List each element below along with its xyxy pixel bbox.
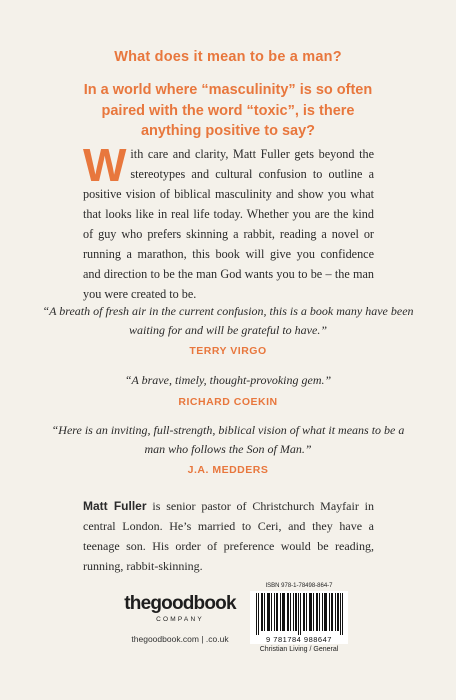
endorsement-author-2: RICHARD COEKIN — [178, 396, 278, 408]
blurb-text: ith care and clarity, Matt Fuller gets beyond the stereotypes and cultural confusion to outline a positive vision of biblical masculinity and show you what that looks like in real life today. Whether you are the kind of guy who prefers skinning a rabbit, reading a novel or running a marathon, this book will give you confidence and direction to be the man God wants you to be – the man you were created to be. — [83, 147, 374, 301]
barcode-digits: 9 781784 988647 — [250, 635, 348, 644]
book-category: Christian Living / General — [259, 646, 339, 653]
headline-question: What does it mean to be a man? — [114, 49, 342, 65]
endorsement-author-3: J.A. MEDDERS — [187, 464, 269, 476]
publisher-logo — [120, 593, 240, 623]
author-bio — [83, 496, 374, 576]
drop-cap: W — [83, 139, 127, 191]
author-name: Matt Fuller — [83, 499, 147, 513]
headline-subquestion: In a world where “masculinity” is so often paired with the word “toxic”, is there anything positive to say? — [83, 82, 373, 139]
barcode-icon — [250, 591, 348, 635]
barcode-block — [245, 582, 353, 662]
publisher-website: thegoodbook.com | .co.uk — [131, 634, 229, 644]
isbn-label: ISBN 978-1-78498-864-7 — [265, 583, 333, 589]
publisher-logo-text: thegoodbook — [124, 593, 236, 614]
endorsement-quote-2: “A brave, timely, thought-provoking gem.” — [124, 373, 332, 387]
author-bio-text: is senior pastor of Christchurch Mayfair in central London. He’s married to Ceri, and they have a teenage son. His order of preference would be reading, running, rabbit-skinning. — [83, 499, 375, 573]
publisher-logo-sub: COMPANY — [156, 616, 204, 623]
endorsement-author-1: TERRY VIRGO — [189, 345, 267, 357]
blurb-paragraph — [83, 139, 374, 304]
endorsement-quote-1: “A breath of fresh air in the current confusion, this is a book many have been waiting for and will be grateful to have.” — [42, 304, 414, 337]
endorsement-quote-3: “Here is an inviting, full-strength, biblical vision of what it means to be a man who follows the Son of Man.” — [51, 423, 405, 456]
